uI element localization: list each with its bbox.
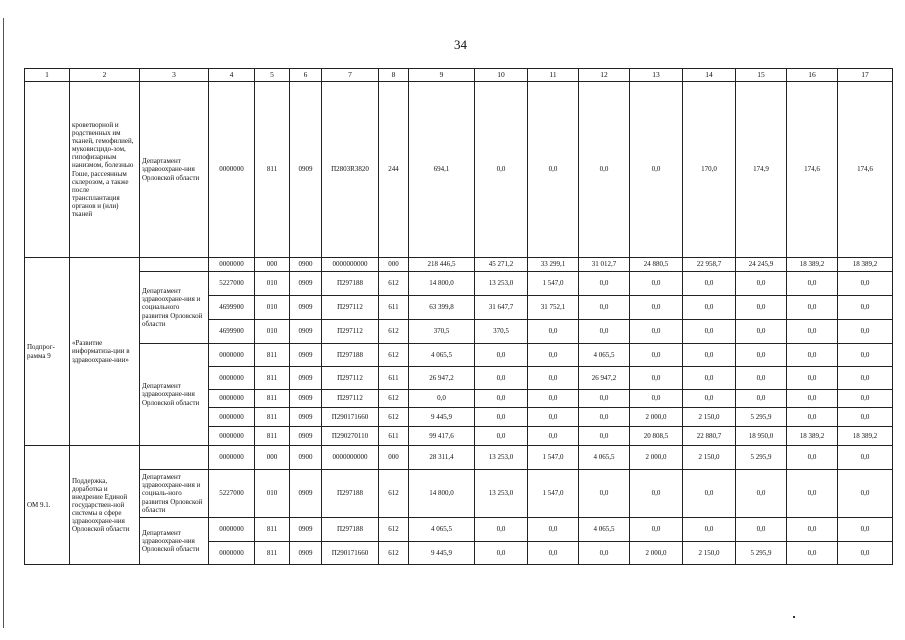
table-cell: 0,0 bbox=[475, 518, 528, 542]
table-cell: 5227000 bbox=[209, 470, 255, 518]
table-cell: 99 417,6 bbox=[409, 427, 475, 446]
table-cell: П297188 bbox=[322, 344, 379, 367]
table-cell: 22 958,7 bbox=[683, 258, 736, 272]
table-cell: 0,0 bbox=[838, 296, 893, 320]
table-cell: 612 bbox=[379, 320, 409, 344]
responsible-executor-cell bbox=[140, 446, 209, 470]
table-cell: 611 bbox=[379, 296, 409, 320]
table-cell: 13 253,0 bbox=[475, 272, 528, 296]
table-cell: 0,0 bbox=[736, 470, 787, 518]
page-left-border bbox=[3, 18, 4, 628]
table-cell: 9 445,9 bbox=[409, 542, 475, 565]
column-number-header: 14 bbox=[683, 69, 736, 82]
table-cell: 2 000,0 bbox=[630, 408, 683, 427]
table-cell: 811 bbox=[255, 82, 290, 258]
table-cell: 811 bbox=[255, 344, 290, 367]
table-row bbox=[25, 446, 893, 470]
table-cell: 31 752,1 bbox=[528, 296, 579, 320]
column-number-header: 5 bbox=[255, 69, 290, 82]
table-cell: 0,0 bbox=[475, 408, 528, 427]
table-cell: 0,0 bbox=[683, 296, 736, 320]
table-cell: П297112 bbox=[322, 296, 379, 320]
table-cell: 0,0 bbox=[579, 470, 630, 518]
table-cell: 811 bbox=[255, 390, 290, 408]
program-code-cell: Подпрог-рамма 9 bbox=[25, 258, 70, 446]
table-cell: 612 bbox=[379, 344, 409, 367]
column-number-header: 4 bbox=[209, 69, 255, 82]
table-cell: 0,0 bbox=[630, 296, 683, 320]
table-cell: 0,0 bbox=[528, 367, 579, 390]
table-row bbox=[25, 470, 893, 518]
table-cell: 0909 bbox=[290, 518, 322, 542]
table-cell: 0,0 bbox=[630, 470, 683, 518]
table-cell: 0,0 bbox=[683, 470, 736, 518]
table-cell: 24 880,5 bbox=[630, 258, 683, 272]
table-cell: 170,0 bbox=[683, 82, 736, 258]
table-cell: 0,0 bbox=[787, 518, 838, 542]
table-cell: 218 446,5 bbox=[409, 258, 475, 272]
table-cell: 612 bbox=[379, 542, 409, 565]
table-cell: 5 295,9 bbox=[736, 408, 787, 427]
table-cell: 2 000,0 bbox=[630, 446, 683, 470]
table-cell: 0909 bbox=[290, 320, 322, 344]
column-number-header: 16 bbox=[787, 69, 838, 82]
table-cell: 0,0 bbox=[630, 518, 683, 542]
table-cell: 010 bbox=[255, 272, 290, 296]
table-cell: П2803R3820 bbox=[322, 82, 379, 258]
table-cell: 000 bbox=[379, 258, 409, 272]
table-cell: 0,0 bbox=[579, 427, 630, 446]
table-cell: 0000000 bbox=[209, 367, 255, 390]
table-cell: 2 150,0 bbox=[683, 408, 736, 427]
table-cell: 0,0 bbox=[528, 390, 579, 408]
table-cell: 1 547,0 bbox=[528, 446, 579, 470]
table-cell: 0,0 bbox=[787, 272, 838, 296]
table-cell: 0909 bbox=[290, 390, 322, 408]
table-row bbox=[25, 258, 893, 272]
table-cell: 0,0 bbox=[787, 446, 838, 470]
table-cell: 0,0 bbox=[630, 320, 683, 344]
table-cell: 0,0 bbox=[838, 470, 893, 518]
responsible-executor-cell: Департамент здравоохране-ния Орловской области bbox=[140, 82, 209, 258]
table-cell: 18 950,0 bbox=[736, 427, 787, 446]
table-cell: П297112 bbox=[322, 320, 379, 344]
table-cell: 9 445,9 bbox=[409, 408, 475, 427]
budget-table bbox=[24, 68, 893, 565]
table-cell: 33 299,1 bbox=[528, 258, 579, 272]
table-cell: 612 bbox=[379, 470, 409, 518]
table-cell: 0,0 bbox=[736, 367, 787, 390]
program-name-cell: кроветворной и родственных им тканей, гемофилией, муковисцидо-зом, гипофизарным нанизмом, болезнью Гоше, рассеянным склерозом, а также после трансплантация органов и (или) тканей bbox=[70, 82, 140, 258]
table-cell: 0,0 bbox=[683, 367, 736, 390]
table-cell: 4699900 bbox=[209, 320, 255, 344]
table-cell: 0,0 bbox=[838, 408, 893, 427]
table-cell: 811 bbox=[255, 518, 290, 542]
table-cell: 20 808,5 bbox=[630, 427, 683, 446]
table-cell: 0,0 bbox=[787, 344, 838, 367]
table-cell: 0,0 bbox=[528, 518, 579, 542]
table-cell: 0,0 bbox=[475, 542, 528, 565]
table-cell: 000 bbox=[255, 258, 290, 272]
table-cell: 0,0 bbox=[528, 427, 579, 446]
table-cell: 2 150,0 bbox=[683, 446, 736, 470]
table-cell: 0900 bbox=[290, 258, 322, 272]
table-cell: 45 271,2 bbox=[475, 258, 528, 272]
program-code-cell: ОМ 9.1. bbox=[25, 446, 70, 565]
table-cell: 0909 bbox=[290, 470, 322, 518]
table-cell: 0,0 bbox=[838, 367, 893, 390]
table-row bbox=[25, 82, 893, 258]
table-cell: 0,0 bbox=[787, 320, 838, 344]
table-cell: 0909 bbox=[290, 344, 322, 367]
table-cell: 2 000,0 bbox=[630, 542, 683, 565]
column-number-header: 8 bbox=[379, 69, 409, 82]
table-cell: 0,0 bbox=[475, 367, 528, 390]
table-cell: 31 012,7 bbox=[579, 258, 630, 272]
column-number-header: 10 bbox=[475, 69, 528, 82]
table-cell: 26 947,2 bbox=[409, 367, 475, 390]
table-cell: 0909 bbox=[290, 272, 322, 296]
scan-speck bbox=[793, 616, 795, 618]
table-cell: 0,0 bbox=[475, 427, 528, 446]
table-cell: 0909 bbox=[290, 427, 322, 446]
table-cell: 0,0 bbox=[838, 518, 893, 542]
table-cell: 4 065,5 bbox=[409, 344, 475, 367]
table-cell: 0,0 bbox=[579, 390, 630, 408]
table-cell: 5 295,9 bbox=[736, 446, 787, 470]
table-cell: 0,0 bbox=[787, 408, 838, 427]
table-cell: 0909 bbox=[290, 367, 322, 390]
table-cell: 4 065,5 bbox=[579, 518, 630, 542]
table-cell: 010 bbox=[255, 470, 290, 518]
table-cell: П297188 bbox=[322, 518, 379, 542]
table-cell: 0,0 bbox=[787, 542, 838, 565]
table-cell: 811 bbox=[255, 408, 290, 427]
table-cell: 0,0 bbox=[475, 390, 528, 408]
column-number-header: 1 bbox=[25, 69, 70, 82]
table-cell: 4 065,5 bbox=[579, 344, 630, 367]
table-cell: 811 bbox=[255, 542, 290, 565]
table-cell: 63 399,8 bbox=[409, 296, 475, 320]
table-cell: 1 547,0 bbox=[528, 272, 579, 296]
header-row bbox=[25, 69, 893, 82]
program-name-cell: «Развитие информатиза-ции в здравоохране-нии» bbox=[70, 258, 140, 446]
table-cell: 0000000 bbox=[209, 518, 255, 542]
table-cell: П290171660 bbox=[322, 408, 379, 427]
table-cell: 370,5 bbox=[409, 320, 475, 344]
table-cell: 14 800,0 bbox=[409, 272, 475, 296]
table-cell: 0,0 bbox=[579, 296, 630, 320]
table-cell: 0,0 bbox=[528, 408, 579, 427]
table-cell: 18 389,2 bbox=[838, 427, 893, 446]
table-cell: 5 295,9 bbox=[736, 542, 787, 565]
table-cell: 0,0 bbox=[630, 272, 683, 296]
table-row bbox=[25, 272, 893, 296]
table-cell: 0,0 bbox=[787, 367, 838, 390]
table-cell: 0909 bbox=[290, 82, 322, 258]
table-cell: 13 253,0 bbox=[475, 446, 528, 470]
table-cell: 0,0 bbox=[838, 344, 893, 367]
table-cell: 0,0 bbox=[579, 408, 630, 427]
column-number-header: 7 bbox=[322, 69, 379, 82]
table-cell: 612 bbox=[379, 408, 409, 427]
table-cell: 5227000 bbox=[209, 272, 255, 296]
table-cell: П297112 bbox=[322, 367, 379, 390]
column-number-header: 13 bbox=[630, 69, 683, 82]
table-cell: 18 389,2 bbox=[787, 258, 838, 272]
table-cell: 13 253,0 bbox=[475, 470, 528, 518]
table-cell: 0,0 bbox=[838, 446, 893, 470]
table-cell: 0000000000 bbox=[322, 446, 379, 470]
table-cell: 4 065,5 bbox=[579, 446, 630, 470]
table-cell: 0,0 bbox=[736, 344, 787, 367]
table-cell: П297188 bbox=[322, 470, 379, 518]
table-cell: 0,0 bbox=[787, 390, 838, 408]
table-cell: 0,0 bbox=[475, 82, 528, 258]
column-number-header: 9 bbox=[409, 69, 475, 82]
table-cell: 0,0 bbox=[838, 542, 893, 565]
table-cell: 1 547,0 bbox=[528, 470, 579, 518]
table-cell: 0,0 bbox=[528, 344, 579, 367]
column-number-header: 3 bbox=[140, 69, 209, 82]
table-cell: 0,0 bbox=[736, 390, 787, 408]
column-number-header: 6 bbox=[290, 69, 322, 82]
table-cell: 611 bbox=[379, 427, 409, 446]
column-number-header: 12 bbox=[579, 69, 630, 82]
table-cell: 174,6 bbox=[787, 82, 838, 258]
table-cell: 0,0 bbox=[528, 82, 579, 258]
table-cell: 4 065,5 bbox=[409, 518, 475, 542]
table-cell: 0000000 bbox=[209, 542, 255, 565]
page-number: 34 bbox=[454, 37, 467, 52]
table-cell: 0,0 bbox=[409, 390, 475, 408]
table-cell: 0000000 bbox=[209, 390, 255, 408]
table-cell: 0909 bbox=[290, 296, 322, 320]
table-cell: 0,0 bbox=[683, 518, 736, 542]
table-cell: 0,0 bbox=[579, 272, 630, 296]
table-cell: 18 389,2 bbox=[787, 427, 838, 446]
table-cell: 0,0 bbox=[838, 272, 893, 296]
table-cell: 0,0 bbox=[630, 344, 683, 367]
table-cell: 612 bbox=[379, 518, 409, 542]
table-cell: 000 bbox=[379, 446, 409, 470]
table-cell: 0,0 bbox=[736, 272, 787, 296]
table-cell: 0,0 bbox=[630, 390, 683, 408]
table-cell: 31 647,7 bbox=[475, 296, 528, 320]
table-cell: 811 bbox=[255, 367, 290, 390]
table-cell: 0000000 bbox=[209, 258, 255, 272]
table-cell: П297112 bbox=[322, 390, 379, 408]
table-cell: 0,0 bbox=[579, 82, 630, 258]
table-cell: 0000000 bbox=[209, 344, 255, 367]
table-cell: 0,0 bbox=[683, 390, 736, 408]
table-cell: 0,0 bbox=[630, 367, 683, 390]
table-cell: 611 bbox=[379, 367, 409, 390]
table-cell: 244 bbox=[379, 82, 409, 258]
responsible-executor-cell: Департамент здравоохране-ния и социального развития Орловской области bbox=[140, 272, 209, 344]
table-cell: 010 bbox=[255, 296, 290, 320]
responsible-executor-cell: Департамент здравоохране-ния Орловской области bbox=[140, 344, 209, 446]
table-cell: 0,0 bbox=[838, 320, 893, 344]
table-cell: 0,0 bbox=[683, 272, 736, 296]
table-cell: 0900 bbox=[290, 446, 322, 470]
table-row bbox=[25, 344, 893, 367]
table-cell: П297188 bbox=[322, 272, 379, 296]
column-number-header: 15 bbox=[736, 69, 787, 82]
table-cell: 0,0 bbox=[736, 296, 787, 320]
table-cell: 14 800,0 bbox=[409, 470, 475, 518]
table-cell: 811 bbox=[255, 427, 290, 446]
table-cell: 0909 bbox=[290, 408, 322, 427]
responsible-executor-cell bbox=[140, 258, 209, 272]
responsible-executor-cell: Департамент здравоохране-ния и социаль-ного развития Орловской области bbox=[140, 470, 209, 518]
table-cell: 18 389,2 bbox=[838, 258, 893, 272]
table-cell: 0000000 bbox=[209, 446, 255, 470]
column-number-header: 17 bbox=[838, 69, 893, 82]
table-cell: 010 bbox=[255, 320, 290, 344]
table-cell: 4699900 bbox=[209, 296, 255, 320]
table-cell: 0,0 bbox=[787, 296, 838, 320]
table-cell: 694,1 bbox=[409, 82, 475, 258]
table-cell: П290171660 bbox=[322, 542, 379, 565]
responsible-executor-cell: Департамент здравоохране-ния Орловской области bbox=[140, 518, 209, 565]
table-cell: 000 bbox=[255, 446, 290, 470]
table-cell: 0,0 bbox=[736, 320, 787, 344]
table-cell: 0,0 bbox=[683, 320, 736, 344]
table-cell: 2 150,0 bbox=[683, 542, 736, 565]
table-cell: 0000000 bbox=[209, 408, 255, 427]
column-number-header: 2 bbox=[70, 69, 140, 82]
table-row bbox=[25, 518, 893, 542]
table-cell: 0000000000 bbox=[322, 258, 379, 272]
table-cell: 0000000 bbox=[209, 82, 255, 258]
table-cell: 0,0 bbox=[838, 390, 893, 408]
table-cell: 0,0 bbox=[736, 518, 787, 542]
program-code-cell bbox=[25, 82, 70, 258]
table-cell: 22 880,7 bbox=[683, 427, 736, 446]
table-cell: 174,9 bbox=[736, 82, 787, 258]
table-cell: 0909 bbox=[290, 542, 322, 565]
table-cell: 0,0 bbox=[579, 320, 630, 344]
program-name-cell: Поддержка, доработка и внедрение Единой государствен-ной системы в сфере здравоохране-ния Орловской области bbox=[70, 446, 140, 565]
table-cell: 26 947,2 bbox=[579, 367, 630, 390]
table-cell: 0000000 bbox=[209, 427, 255, 446]
table-cell: 24 245,9 bbox=[736, 258, 787, 272]
table-cell: 0,0 bbox=[528, 542, 579, 565]
column-number-header: 11 bbox=[528, 69, 579, 82]
table-cell: П290270110 bbox=[322, 427, 379, 446]
table-cell: 0,0 bbox=[528, 320, 579, 344]
table-cell: 370,5 bbox=[475, 320, 528, 344]
table-cell: 0,0 bbox=[787, 470, 838, 518]
table-cell: 0,0 bbox=[630, 82, 683, 258]
table-cell: 612 bbox=[379, 390, 409, 408]
table-cell: 0,0 bbox=[579, 542, 630, 565]
table-cell: 612 bbox=[379, 272, 409, 296]
table-cell: 0,0 bbox=[475, 344, 528, 367]
table-cell: 0,0 bbox=[683, 344, 736, 367]
table-cell: 28 311,4 bbox=[409, 446, 475, 470]
table-cell: 174,6 bbox=[838, 82, 893, 258]
